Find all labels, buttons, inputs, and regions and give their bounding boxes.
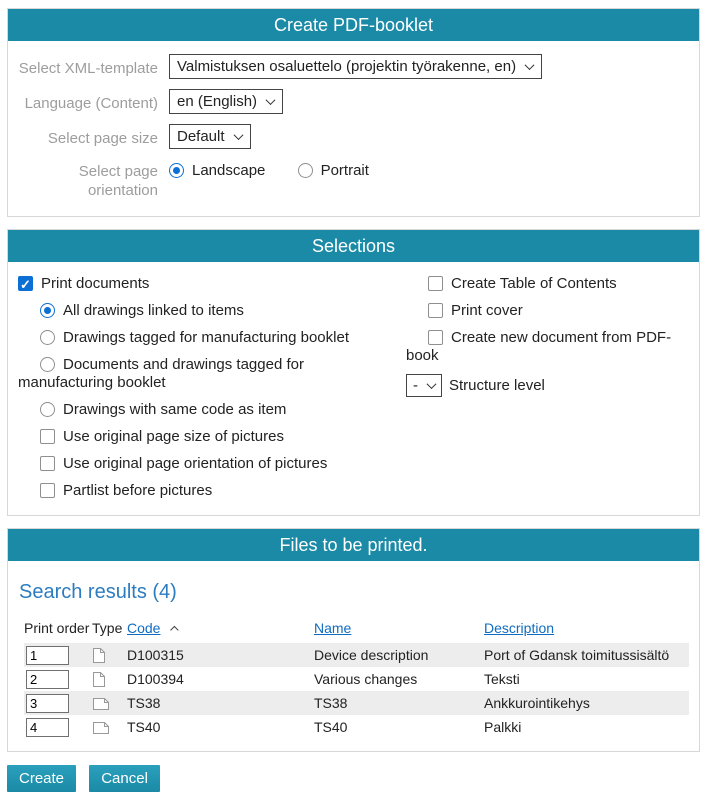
cell-description: Port of Gdansk toimitussisältö	[484, 643, 689, 667]
drawings-tagged-label: Drawings tagged for manufacturing booklet	[63, 329, 349, 346]
print-documents-checkbox[interactable]	[18, 276, 33, 291]
radio-option-drawings-tagged[interactable]	[18, 329, 400, 347]
header-name[interactable]: Name	[314, 620, 352, 636]
original-orientation-label: Use original page orientation of pictures	[63, 455, 328, 472]
checkbox-option-print-cover[interactable]	[406, 302, 689, 320]
all-drawings-radio[interactable]	[40, 303, 55, 318]
chevron-down-icon	[233, 130, 243, 140]
cancel-button[interactable]: Cancel	[89, 765, 160, 792]
radio-portrait-label: Portrait	[320, 162, 369, 179]
selections-right-column	[406, 275, 689, 509]
orientation-row	[8, 159, 699, 200]
cell-description: Teksti	[484, 671, 520, 687]
all-drawings-label: All drawings linked to items	[63, 302, 244, 319]
page-size-select[interactable]	[169, 124, 251, 149]
header-description[interactable]: Description	[484, 620, 555, 636]
structure-level-label: Structure level	[449, 377, 545, 394]
xml-template-label: Select XML-template	[18, 59, 158, 77]
same-code-label: Drawings with same code as item	[63, 401, 287, 418]
chevron-down-icon	[266, 95, 276, 105]
print-order-input[interactable]	[26, 646, 69, 665]
orientation-option-landscape[interactable]	[169, 162, 270, 179]
language-select[interactable]	[169, 89, 283, 114]
cell-description: Ankkurointikehys	[484, 691, 689, 715]
cell-name: TS38	[314, 691, 484, 715]
partlist-checkbox[interactable]	[40, 483, 55, 498]
checkbox-option-new-document[interactable]	[406, 329, 689, 365]
xml-template-selected-value: Valmistuksen osaluettelo (projektin työrakenne, en)	[177, 58, 517, 75]
search-results-heading: Search results (4)	[19, 581, 177, 603]
table-row	[24, 715, 689, 739]
booklet-panel	[7, 8, 700, 217]
drawings-tagged-radio[interactable]	[40, 330, 55, 345]
header-code[interactable]: Code	[127, 620, 314, 643]
structure-level-value: -	[413, 377, 418, 394]
print-cover-checkbox[interactable]	[428, 303, 443, 318]
new-document-label: Create new document from PDF-book	[406, 329, 672, 364]
radio-option-same-code[interactable]	[18, 401, 400, 419]
table-row	[24, 643, 689, 667]
documents-and-drawings-label: Documents and drawings tagged for manufacturing booklet	[18, 356, 304, 391]
selections-left-column	[18, 275, 400, 509]
cell-name: Various changes	[314, 671, 418, 687]
toc-checkbox[interactable]	[428, 276, 443, 291]
page-size-row	[8, 124, 699, 149]
print-documents-label: Print documents	[41, 275, 150, 292]
selections-panel	[7, 229, 700, 516]
cell-name: TS40	[314, 719, 348, 735]
cell-name: Device description	[314, 643, 484, 667]
language-selected-value: en (English)	[177, 93, 258, 110]
language-label: Language (Content)	[24, 94, 158, 112]
chevron-down-icon	[427, 379, 437, 389]
document-landscape-icon	[92, 721, 110, 735]
print-order-input[interactable]	[26, 718, 69, 737]
structure-level-select[interactable]	[406, 374, 442, 397]
checkbox-option-toc[interactable]	[406, 275, 689, 293]
cell-code: TS38	[127, 691, 314, 715]
orientation-option-portrait[interactable]	[298, 162, 369, 179]
xml-template-select[interactable]	[169, 54, 542, 79]
table-row	[24, 667, 689, 691]
action-buttons	[7, 764, 700, 792]
partlist-label: Partlist before pictures	[63, 482, 213, 499]
language-row	[8, 89, 699, 114]
print-documents-option[interactable]	[18, 275, 400, 293]
original-size-checkbox[interactable]	[40, 429, 55, 444]
page-size-label: Select page size	[47, 129, 158, 147]
cell-description: Palkki	[484, 719, 522, 735]
selections-panel-title: Selections	[8, 230, 699, 262]
cell-code: D100394	[127, 671, 184, 687]
checkbox-option-original-orientation[interactable]	[18, 455, 400, 473]
documents-and-drawings-radio[interactable]	[40, 357, 55, 372]
selections-body	[8, 262, 699, 515]
cell-code: TS40	[127, 719, 161, 735]
radio-portrait[interactable]	[298, 163, 313, 178]
checkbox-option-partlist[interactable]	[18, 482, 400, 500]
files-body	[8, 561, 699, 751]
xml-template-row	[8, 54, 699, 79]
chevron-down-icon	[525, 60, 535, 70]
print-order-input[interactable]	[26, 670, 69, 689]
orientation-label: Select page orientation	[78, 163, 158, 199]
files-table	[24, 620, 689, 739]
toc-label: Create Table of Contents	[451, 275, 617, 292]
original-size-label: Use original page size of pictures	[63, 428, 284, 445]
print-order-input[interactable]	[26, 694, 69, 713]
document-portrait-icon	[92, 647, 106, 664]
booklet-panel-title: Create PDF-booklet	[8, 9, 699, 41]
structure-level-row	[406, 374, 689, 397]
same-code-radio[interactable]	[40, 402, 55, 417]
original-orientation-checkbox[interactable]	[40, 456, 55, 471]
header-type: Type	[92, 620, 123, 636]
radio-option-documents-and-drawings[interactable]	[18, 356, 400, 392]
table-row	[24, 691, 689, 715]
header-print-order: Print order	[24, 620, 90, 636]
files-panel-title: Files to be printed.	[8, 529, 699, 561]
radio-landscape-label: Landscape	[192, 162, 266, 179]
booklet-form	[8, 41, 699, 216]
page-size-selected-value: Default	[177, 128, 225, 145]
document-landscape-icon	[92, 697, 110, 711]
radio-landscape[interactable]	[169, 163, 184, 178]
document-portrait-icon	[92, 671, 106, 688]
checkbox-option-original-size[interactable]	[18, 428, 400, 446]
print-cover-label: Print cover	[451, 302, 523, 319]
radio-option-all-drawings[interactable]	[18, 302, 400, 320]
sort-ascending-icon	[171, 626, 179, 634]
files-table-header-row	[24, 620, 689, 643]
create-button[interactable]: Create	[7, 765, 76, 792]
new-document-checkbox[interactable]	[428, 330, 443, 345]
cell-code: D100315	[127, 643, 314, 667]
files-panel	[7, 528, 700, 752]
